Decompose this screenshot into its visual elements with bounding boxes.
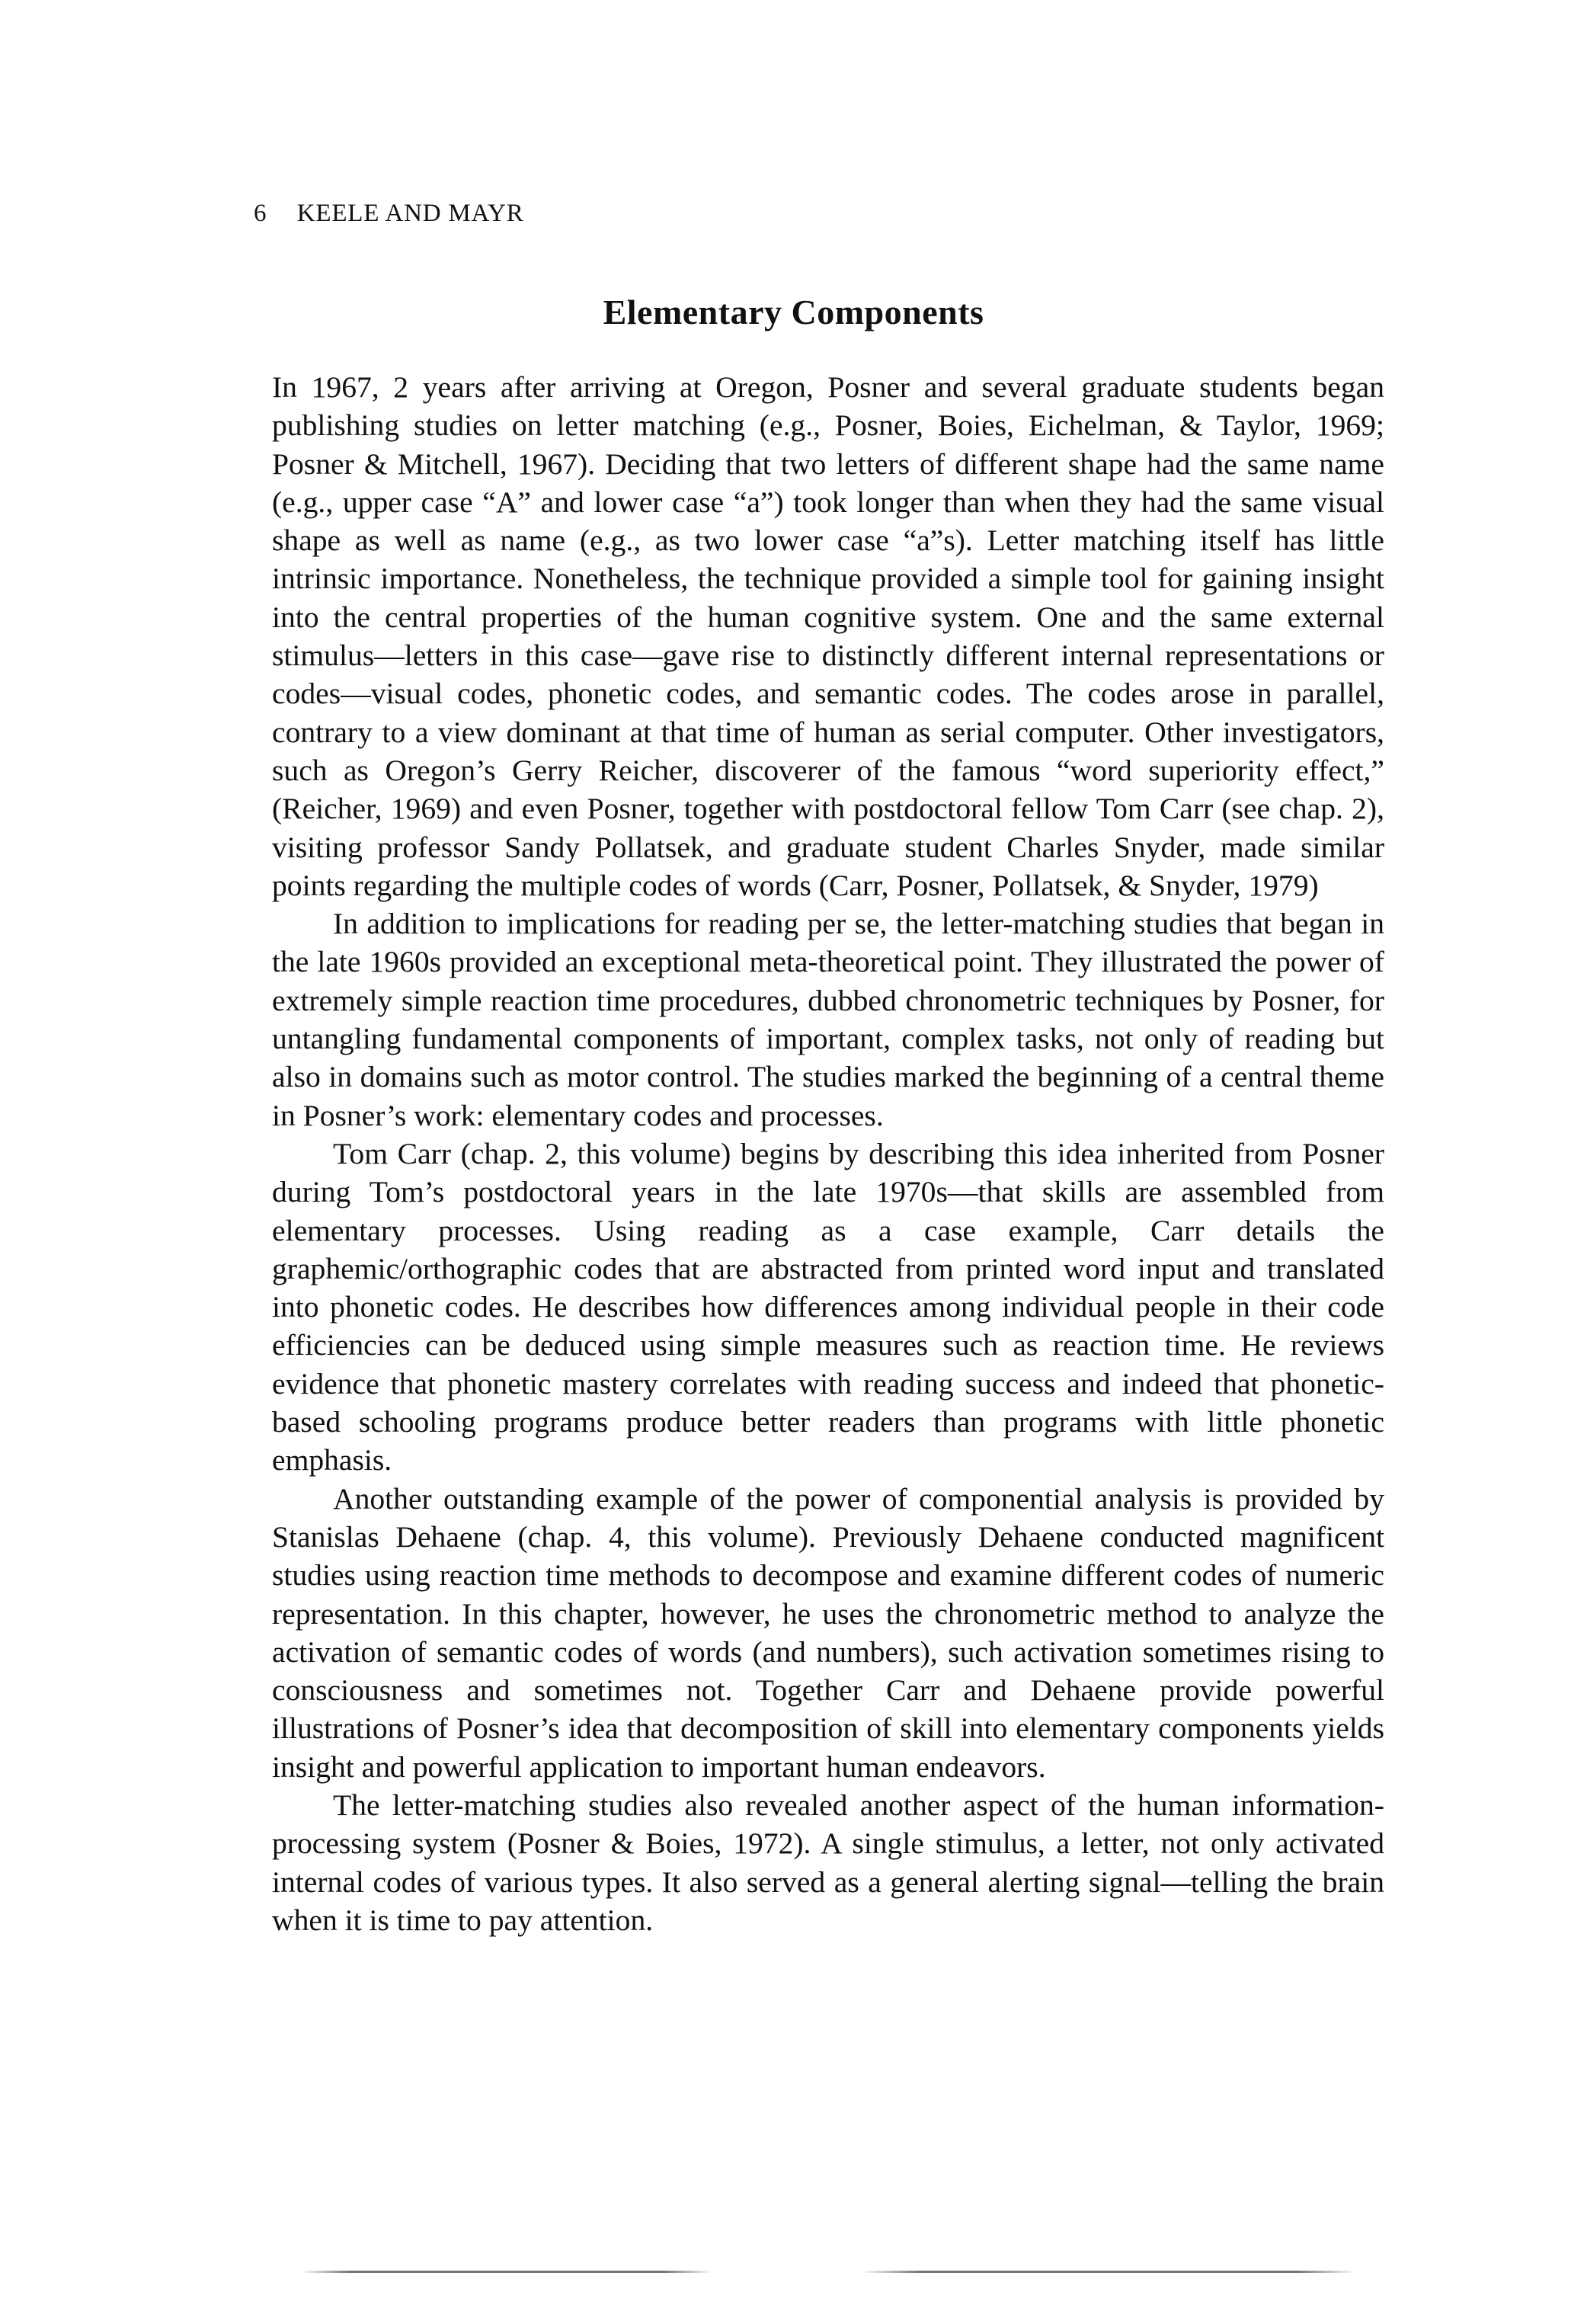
page-number: 6 [254,200,267,227]
paragraph-5: The letter-matching studies also revealed another aspect of the human information-processing system (Posner & Boies, 1972). A single stimulus, a letter, not only activated internal codes of various types. It also served as a general alerting signal—telling the brain when it is time to pay attention. [272,1788,1384,1937]
paragraph-3: Tom Carr (chap. 2, this volume) begins by describing this idea inherited from Posner during Tom’s postdoctoral years in the late 1970s—that skills are assembled from elementary processes. Using reading as a case example, Carr details the graphemic/orthographic codes that are abstracted from printed word input and translated into phonetic codes. He describes how differences among individual people in their code efficiencies can be deduced using simple measures such as reaction time. He reviews evidence that phonetic mastery correlates with reading success and indeed that phonetic-based schooling programs produce better readers than programs with little phonetic emphasis. [272,1136,1384,1477]
paragraph-4: Another outstanding example of the power of componential analysis is provided by Stanislas Dehaene (chap. 4, this volume). Previously Dehaene conducted magnificent studies using reaction time methods to decompose and examine different codes of numeric representation. In this chapter, however, he uses the chronometric method to analyze the activation of semantic codes of words (and numbers), such activation sometimes rising to consciousness and sometimes not. Together Carr and Dehaene provide powerful illustrations of Posner’s idea that decomposition of skill into elementary components yields insight and powerful application to important human endeavors. [272,1481,1384,1784]
paragraph-2: In addition to implications for reading per se, the letter-matching studies that began in the late 1960s provided an exceptional meta-theoretical point. They illustrated the power of extremely simple reaction time procedures, dubbed chronometric techniques by Posner, for untangling fundamental components of important, complex tasks, not only of reading but also in domains such as motor control. The studies marked the beginning of a central theme in Posner’s work: elementary codes and processes. [272,907,1384,1132]
paragraph-1: In 1967, 2 years after arriving at Oregon, Posner and several graduate students began publishing studies on letter matching (e.g., Posner, Boies, Eichelman, & Taylor, 1969; Posner & Mitchell, 1967). Deciding that two letters of different shape had the same name (e.g., upper case “A” and lower case “a”) took longer than when they had the same visual shape as well as name (e.g., as two lower case “a”s). Letter matching itself has little intrinsic importance. Nonetheless, the technique provided a simple tool for gaining insight into the central properties of the human cognitive system. One and the same external stimulus—letters in this case—gave rise to distinctly different internal representations or codes—visual codes, phonetic codes, and semantic codes. The codes arose in parallel, contrary to a view dominant at that time of human as serial computer. Other investigators, such as Oregon’s Gerry Reicher, discoverer of the famous “word superiority effect,” (Reicher, 1969) and even Posner, together with postdoctoral fellow Tom Carr (see chap. 2), visiting professor Sandy Pollatsek, and graduate student Charles Snyder, made similar points regarding the multiple codes of words (Carr, Posner, Pollatsek, & Snyder, 1979) [272,370,1384,902]
scan-artifact-line-left [301,2271,712,2273]
running-head-authors: KEELE AND MAYR [296,200,524,227]
section-title: Elementary Components [603,293,984,331]
scan-artifact-line-right [861,2271,1356,2273]
running-head [254,200,524,228]
body-text [272,368,1384,1939]
